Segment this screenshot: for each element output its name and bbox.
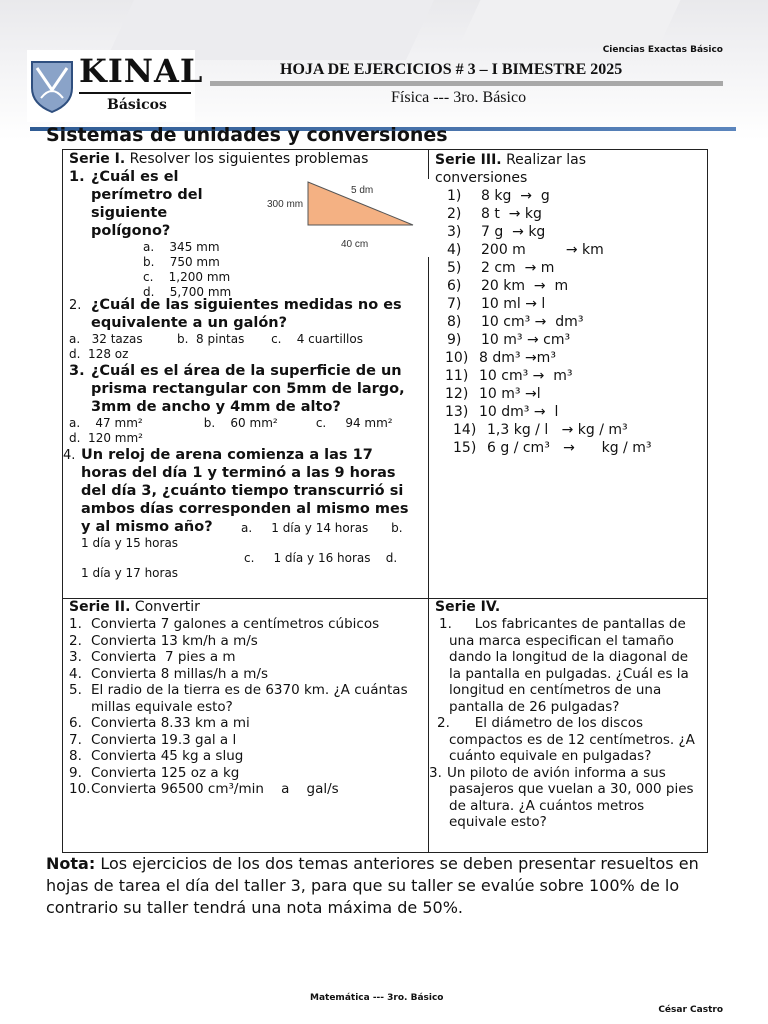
- item-text: El radio de la tierra es de 6370 km. ¿A cuántas: [91, 682, 408, 698]
- item-text: una marca especifican el tamaño: [449, 632, 674, 649]
- serie-3-cell: [435, 151, 705, 457]
- list-item: [435, 349, 705, 367]
- note-label: Nota:: [46, 854, 96, 873]
- list-item: [435, 633, 705, 650]
- item-text: 20 km → m: [481, 278, 569, 294]
- item-number: 3): [447, 224, 462, 240]
- item-text: Un piloto de avión informa a sus: [447, 764, 666, 781]
- list-item: [69, 715, 427, 732]
- logo-subtitle: Básicos: [107, 97, 167, 113]
- serie-2-instruction: Convertir: [134, 599, 200, 615]
- exercise-list: [69, 616, 427, 798]
- item-text: Convierta 8 millas/h a m/s: [91, 665, 268, 682]
- note-text: Los ejercicios de los dos temas anteriores se deben presentar resueltos en hojas de tarea el día del taller 3, para que su taller se evalúe sobre 100% de lo contrario su taller tendrá una nota máxima de 50%.: [46, 854, 699, 917]
- logo-divider: [79, 92, 191, 94]
- list-item: [429, 764, 705, 782]
- item-number: 15): [453, 440, 477, 456]
- list-item: [435, 748, 705, 765]
- answer-option: 1 día y 17 horas: [81, 566, 179, 580]
- item-text: Convierta 19.3 gal a l: [91, 731, 237, 748]
- question-text: ambos días corresponden al mismo mes: [81, 501, 409, 517]
- item-number: 2.: [69, 632, 82, 649]
- item-number: 3.: [429, 764, 442, 781]
- list-item: [435, 223, 705, 241]
- item-text: 8 t → kg: [481, 206, 542, 222]
- item-text: 10 cm³ → dm³: [481, 314, 584, 330]
- item-number: 3.: [69, 649, 82, 665]
- item-number: 7.: [69, 731, 82, 748]
- answer-option: d. 5,700 mm: [143, 285, 232, 299]
- item-text: dando la longitud de la diagonal de: [449, 649, 689, 665]
- item-number: 2.: [437, 715, 450, 731]
- figure-label-height: 300 mm: [267, 199, 304, 210]
- item-text: 10 m³ → cm³: [481, 332, 571, 348]
- list-item: [69, 682, 427, 699]
- item-number: 9): [447, 332, 462, 348]
- footer-subject: Matemática --- 3ro. Básico: [310, 993, 444, 1003]
- item-text: 10 ml → l: [481, 296, 546, 312]
- list-item: [435, 439, 705, 457]
- list-item: [435, 732, 705, 749]
- item-text: cuánto equivale en pulgadas?: [449, 748, 652, 764]
- item-text: de altura. ¿A cuántos metros: [449, 797, 645, 814]
- answer-option: b. 750 mm: [143, 255, 220, 269]
- item-text: 8 dm³ →m³: [479, 350, 556, 366]
- answer-options: a. 47 mm² b. 60 mm² c. 94 mm²: [69, 416, 393, 430]
- question-text: del día 3, ¿cuánto tiempo transcurrió si: [81, 483, 404, 499]
- item-text: 7 g → kg: [481, 224, 546, 240]
- serie-4-cell: [429, 599, 705, 831]
- item-number: 12): [445, 386, 469, 402]
- item-number: 7): [447, 296, 462, 312]
- list-item: [435, 798, 705, 815]
- triangle-figure: [265, 179, 431, 257]
- serie-1-instruction: Resolver los siguientes problemas: [129, 151, 369, 167]
- list-item: [69, 666, 427, 683]
- list-item: [435, 666, 705, 683]
- list-item: [69, 616, 427, 633]
- answer-option: c. 1,200 mm: [143, 270, 231, 284]
- answer-options: d. 128 oz: [69, 347, 129, 361]
- list-item: [435, 715, 705, 732]
- list-item: [435, 367, 705, 385]
- item-number: 6.: [69, 715, 82, 731]
- item-number: 9.: [69, 764, 82, 781]
- answer-option: 1 día y 15 horas: [81, 536, 179, 550]
- serie-3-instruction-cont: conversiones: [435, 170, 528, 186]
- list-item: [435, 421, 705, 439]
- list-item: [435, 649, 705, 666]
- question-text: perímetro del: [91, 187, 203, 203]
- question-number: 2.: [69, 298, 82, 313]
- item-number: 10.: [69, 781, 91, 797]
- list-item: [435, 187, 705, 205]
- figure-label-hypotenuse: 5 dm: [351, 185, 374, 196]
- item-number: 5): [447, 260, 462, 276]
- item-text: Convierta 7 galones a centímetros cúbicos: [91, 616, 380, 632]
- item-text: 8 kg → g: [481, 188, 550, 204]
- list-item: [435, 385, 705, 403]
- list-item: [69, 732, 427, 749]
- list-item: [435, 616, 705, 633]
- figure-label-base: 40 cm: [341, 239, 369, 250]
- item-text: Convierta 125 oz a kg: [91, 764, 240, 781]
- list-item: [435, 205, 705, 223]
- item-text: Convierta 7 pies a m: [91, 649, 236, 665]
- list-item: [69, 781, 427, 798]
- list-item: [435, 814, 705, 831]
- question-text: polígono?: [91, 223, 171, 239]
- list-item: [435, 781, 705, 798]
- item-text: 10 dm³ → l: [479, 404, 559, 420]
- question-text: siguiente: [91, 205, 168, 221]
- serie-1-heading: Serie I.: [69, 151, 126, 167]
- item-text: pasajeros que vuelan a 30, 000 pies: [449, 781, 694, 797]
- list-item: [435, 295, 705, 313]
- footer-author: César Castro: [658, 1005, 723, 1015]
- item-text: Convierta 13 km/h a m/s: [91, 632, 258, 649]
- conversion-list: [435, 187, 705, 457]
- document-subtitle: Física --- 3ro. Básico: [391, 89, 527, 106]
- serie-3-instruction: Realizar las: [506, 152, 587, 168]
- question-text: 3mm de ancho y 4mm de alto?: [91, 399, 341, 415]
- item-text: millas equivale esto?: [91, 698, 233, 715]
- item-number: 1.: [69, 616, 82, 632]
- question-number: 1.: [69, 169, 85, 185]
- item-number: 5.: [69, 682, 82, 698]
- list-item: [435, 403, 705, 421]
- title-divider: [210, 81, 723, 86]
- item-number: 2): [447, 206, 462, 222]
- serie-4-heading: Serie IV.: [435, 599, 501, 615]
- item-text: 1,3 kg / l → kg / m³: [487, 422, 628, 438]
- serie-2-cell: [69, 599, 427, 798]
- list-item: [435, 699, 705, 716]
- question-4: [63, 446, 427, 536]
- note-paragraph: [46, 853, 726, 919]
- item-number: 14): [453, 422, 477, 438]
- list-item: [435, 241, 705, 259]
- item-text: Convierta 96500 cm³/min a gal/s: [91, 781, 339, 797]
- item-number: 8): [447, 314, 462, 330]
- item-text: equivale esto?: [449, 814, 547, 830]
- item-text: 6 g / cm³ → kg / m³: [487, 440, 652, 456]
- item-text: Convierta 45 kg a slug: [91, 748, 244, 764]
- answer-option: a. 1 día y 14 horas b.: [241, 521, 403, 535]
- item-text: pantalla de 26 pulgadas?: [449, 698, 620, 715]
- question-text: horas del día 1 y terminó a las 9 horas: [81, 465, 396, 481]
- answer-options: d. 120 mm²: [69, 431, 143, 445]
- list-item: [435, 277, 705, 295]
- problem-list: [429, 616, 705, 831]
- serie-2-heading: Serie II.: [69, 599, 131, 615]
- shield-icon: [29, 58, 75, 114]
- list-item: [69, 649, 427, 666]
- logo-wordmark: KINAL: [79, 52, 204, 90]
- department-label: Ciencias Exactas Básico: [602, 45, 723, 55]
- item-number: 8.: [69, 748, 82, 764]
- question-2: [69, 296, 427, 332]
- item-number: 4): [447, 242, 462, 258]
- list-item: [69, 699, 427, 716]
- question-text: equivalente a un galón?: [91, 315, 288, 331]
- item-text: la pantalla en pulgadas. ¿Cuál es la: [449, 665, 689, 682]
- document-title: HOJA DE EJERCICIOS # 3 – I BIMESTRE 2025: [280, 61, 623, 78]
- item-text: El diámetro de los discos: [449, 715, 644, 731]
- item-number: 6): [447, 278, 462, 294]
- item-number: 1): [447, 188, 462, 204]
- item-text: Convierta 8.33 km a mi: [91, 715, 250, 731]
- item-text: Los fabricantes de pantallas de: [449, 616, 686, 632]
- item-number: 11): [445, 368, 469, 384]
- header-decoration: [460, 0, 681, 45]
- exercise-table: [62, 149, 708, 853]
- serie-3-heading: Serie III.: [435, 152, 502, 168]
- list-item: [435, 259, 705, 277]
- answer-options: a. 32 tazas b. 8 pintas c. 4 cuartillos: [69, 332, 363, 346]
- item-number: 10): [445, 350, 469, 366]
- question-text: prisma rectangular con 5mm de largo,: [91, 381, 405, 397]
- item-text: 200 m → km: [481, 242, 604, 258]
- list-item: [69, 633, 427, 650]
- item-number: 1.: [439, 616, 452, 632]
- list-item: [435, 331, 705, 349]
- item-text: longitud en centímetros de una: [449, 682, 662, 698]
- item-text: 2 cm → m: [481, 260, 555, 276]
- school-logo: [27, 50, 204, 122]
- item-number: 4.: [69, 665, 82, 682]
- question-number: 4.: [63, 448, 76, 463]
- list-item: [435, 313, 705, 331]
- item-text: compactos es de 12 centímetros. ¿A: [449, 731, 695, 748]
- question-text: y al mismo año?: [81, 519, 213, 535]
- question-text: ¿Cuál es el: [91, 169, 179, 185]
- section-title: Sistemas de unidades y conversiones: [46, 124, 448, 146]
- question-4-options: [69, 536, 427, 581]
- serie-1-cell: [63, 151, 427, 581]
- answer-option: c. 1 día y 16 horas d.: [244, 551, 398, 565]
- list-item: [435, 682, 705, 699]
- question-text: Un reloj de arena comienza a las 17: [81, 447, 373, 463]
- question-3: [69, 362, 427, 416]
- question-text: ¿Cuál de las siguientes medidas no es: [91, 297, 402, 313]
- question-text: ¿Cuál es el área de la superficie de un: [91, 363, 402, 379]
- item-number: 13): [445, 404, 469, 420]
- list-item: [69, 748, 427, 765]
- answer-option: a. 345 mm: [143, 240, 220, 254]
- list-item: [69, 765, 427, 782]
- item-text: 10 cm³ → m³: [479, 368, 573, 384]
- item-text: 10 m³ →l: [479, 386, 541, 402]
- question-number: 3.: [69, 363, 85, 379]
